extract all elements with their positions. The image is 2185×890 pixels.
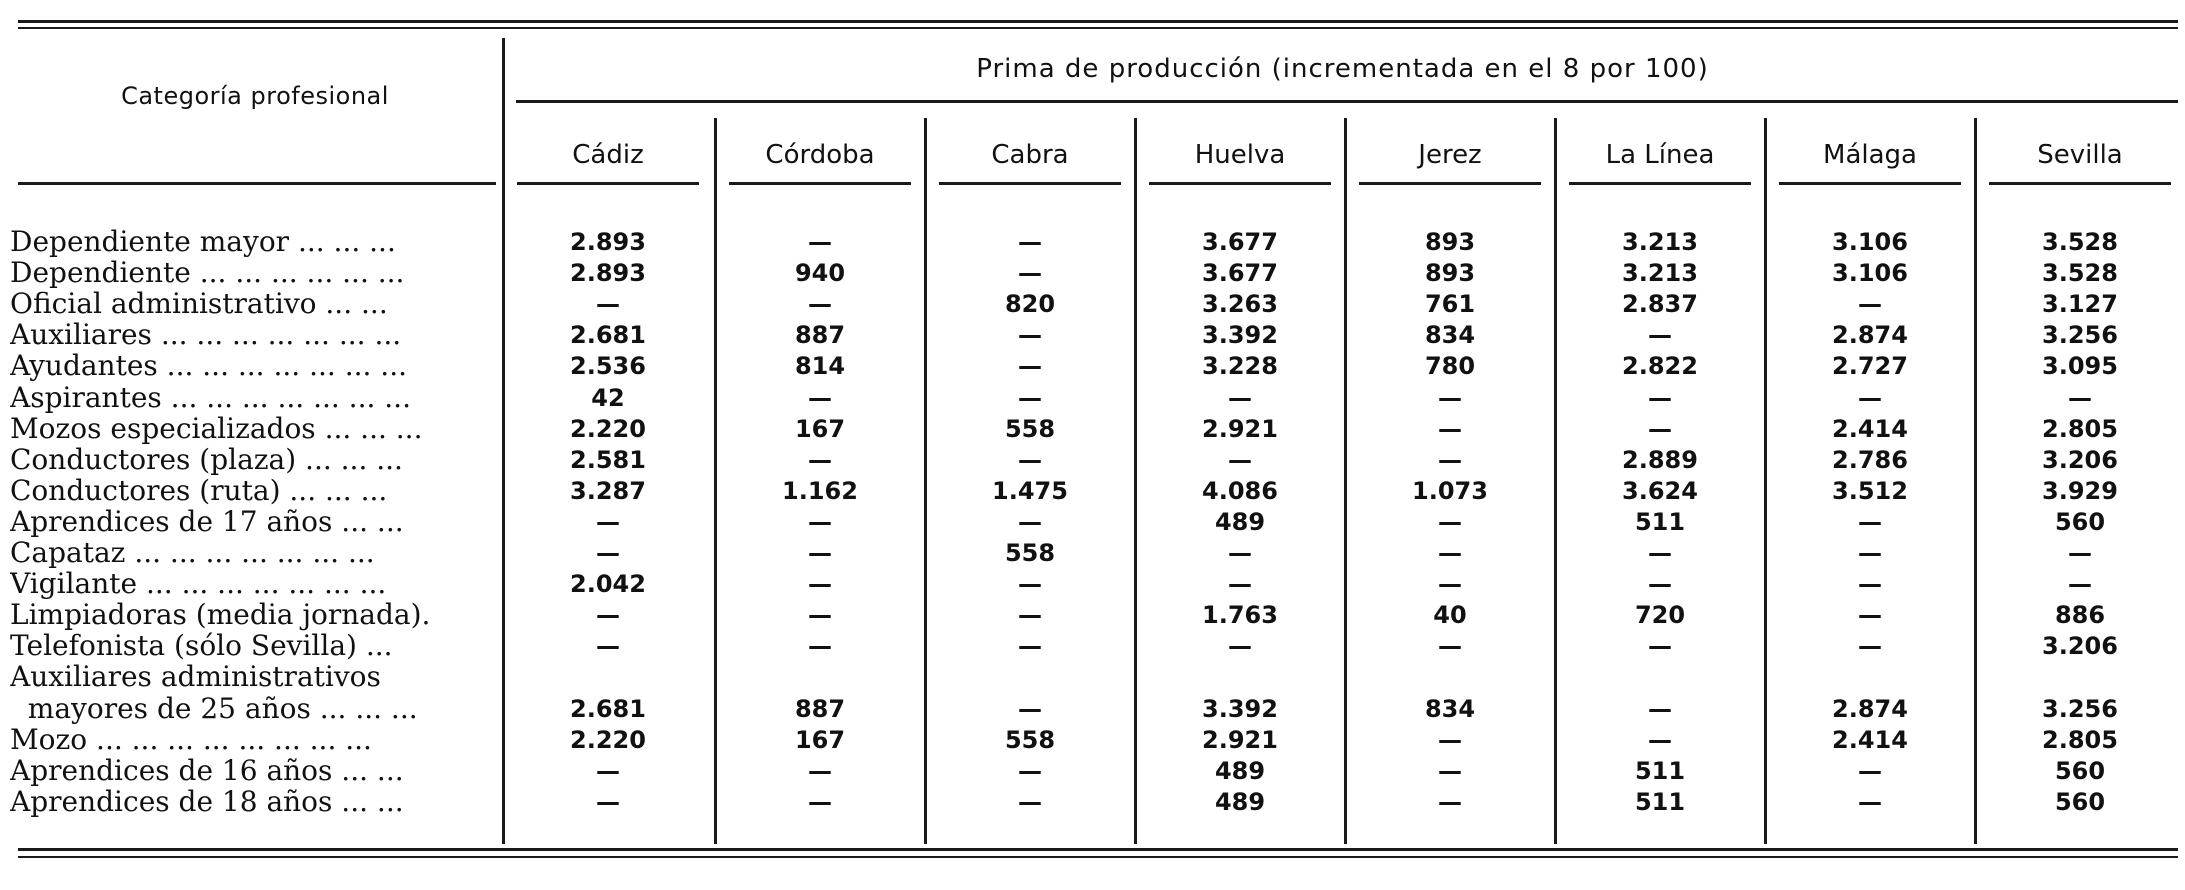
table-cell: 40 bbox=[1433, 601, 1467, 629]
row-label: Mozo ... ... ... ... ... ... ... ... bbox=[10, 724, 372, 756]
table-cell: 3.624 bbox=[1622, 477, 1698, 505]
table-cell: — bbox=[596, 788, 620, 816]
table-cell: 2.681 bbox=[570, 695, 646, 723]
table-cell: 834 bbox=[1424, 695, 1476, 723]
row-label: Aspirantes ... ... ... ... ... ... ... bbox=[10, 382, 411, 414]
row-label: Dependiente ... ... ... ... ... ... bbox=[10, 257, 405, 289]
table-cell: 3.392 bbox=[1202, 321, 1278, 349]
table-cell: — bbox=[1858, 601, 1882, 629]
table-cell: 3.213 bbox=[1622, 228, 1698, 256]
table-cell: — bbox=[808, 446, 832, 474]
table-cell: — bbox=[596, 601, 620, 629]
table-cell: 3.206 bbox=[2042, 446, 2118, 474]
table-cell: — bbox=[2068, 539, 2092, 567]
row-label: Aprendices de 18 años ... ... bbox=[10, 786, 404, 818]
table-cell: 2.874 bbox=[1832, 321, 1908, 349]
city-header: Huelva bbox=[1194, 140, 1286, 170]
table-cell: 2.681 bbox=[570, 321, 646, 349]
table-cell: 3.106 bbox=[1832, 228, 1908, 256]
table-cell: — bbox=[1018, 352, 1042, 380]
city-header: La Línea bbox=[1605, 140, 1715, 170]
table-cell: 893 bbox=[1424, 228, 1476, 256]
table-cell bbox=[1767, 661, 1973, 693]
table-cell: — bbox=[1438, 757, 1462, 785]
table-cell: — bbox=[2068, 570, 2092, 598]
prima-header: Prima de producción (incrementada en el 8 por 100) bbox=[976, 54, 1709, 84]
table-cell: 558 bbox=[1004, 726, 1056, 754]
table-cell: 3.206 bbox=[2042, 632, 2118, 660]
table-cell: 1.073 bbox=[1412, 477, 1488, 505]
table-cell: — bbox=[1438, 384, 1462, 412]
top-rule-2 bbox=[18, 27, 2178, 29]
table-cell: 893 bbox=[1424, 259, 1476, 287]
table-cell: 2.874 bbox=[1832, 695, 1908, 723]
row-label: Aprendices de 16 años ... ... bbox=[10, 755, 404, 787]
table-cell: 3.256 bbox=[2042, 321, 2118, 349]
table-cell: — bbox=[1648, 570, 1672, 598]
city-header-rule bbox=[1359, 182, 1541, 185]
table-cell: — bbox=[808, 508, 832, 536]
table-cell: — bbox=[808, 290, 832, 318]
city-header-rule bbox=[729, 182, 911, 185]
table-cell: — bbox=[808, 570, 832, 598]
table-cell: 720 bbox=[1634, 601, 1686, 629]
table-cell: 3.512 bbox=[1832, 477, 1908, 505]
table-cell: — bbox=[808, 228, 832, 256]
city-header: Cabra bbox=[991, 140, 1069, 170]
city-header: Cádiz bbox=[572, 140, 644, 170]
table-cell: — bbox=[808, 632, 832, 660]
table-cell: 940 bbox=[794, 259, 846, 287]
table-cell: 886 bbox=[2054, 601, 2106, 629]
table-cell: — bbox=[1018, 695, 1042, 723]
table-cell bbox=[1137, 661, 1343, 693]
table-cell: 3.677 bbox=[1202, 228, 1278, 256]
table-cell: — bbox=[1018, 757, 1042, 785]
table-cell: 2.921 bbox=[1202, 415, 1278, 443]
table-cell: 814 bbox=[794, 352, 846, 380]
table-cell: — bbox=[808, 601, 832, 629]
bottom-rule-2 bbox=[18, 856, 2178, 858]
table-cell: — bbox=[808, 539, 832, 567]
city-header-rule bbox=[1989, 182, 2171, 185]
table-cell: 2.893 bbox=[570, 259, 646, 287]
table-cell: 3.263 bbox=[1202, 290, 1278, 318]
table-cell: 4.086 bbox=[1202, 477, 1278, 505]
row-label: Telefonista (sólo Sevilla) ... bbox=[10, 630, 393, 662]
city-header-rule bbox=[1149, 182, 1331, 185]
table-cell: 1.162 bbox=[782, 477, 858, 505]
table-cell: 761 bbox=[1424, 290, 1476, 318]
city-header-rule bbox=[517, 182, 699, 185]
row-label: Conductores (plaza) ... ... ... bbox=[10, 444, 403, 476]
table-cell: 3.528 bbox=[2042, 259, 2118, 287]
table-cell: — bbox=[596, 508, 620, 536]
table-cell: 887 bbox=[794, 321, 846, 349]
table-cell: 2.893 bbox=[570, 228, 646, 256]
table-cell: — bbox=[1648, 695, 1672, 723]
table-cell: 2.805 bbox=[2042, 726, 2118, 754]
table-cell: 3.677 bbox=[1202, 259, 1278, 287]
table-cell: — bbox=[1648, 384, 1672, 412]
prima-header-rule bbox=[516, 100, 2178, 103]
table-cell: — bbox=[1648, 726, 1672, 754]
table-cell: — bbox=[596, 539, 620, 567]
row-label: Aprendices de 17 años ... ... bbox=[10, 506, 404, 538]
table-cell: 511 bbox=[1634, 757, 1686, 785]
table-cell bbox=[1347, 661, 1553, 693]
table-cell: 2.786 bbox=[1832, 446, 1908, 474]
table-cell: 2.727 bbox=[1832, 352, 1908, 380]
row-label: Dependiente mayor ... ... ... bbox=[10, 226, 396, 258]
table-cell: 167 bbox=[794, 415, 846, 443]
table-cell: 3.528 bbox=[2042, 228, 2118, 256]
table-cell: — bbox=[1018, 601, 1042, 629]
table-cell: — bbox=[1018, 446, 1042, 474]
table-cell: 2.414 bbox=[1832, 415, 1908, 443]
row-label: Limpiadoras (media jornada). bbox=[10, 599, 431, 631]
table-cell: 3.256 bbox=[2042, 695, 2118, 723]
table-cell: 3.106 bbox=[1832, 259, 1908, 287]
table-cell: — bbox=[1648, 539, 1672, 567]
table-cell: — bbox=[1438, 539, 1462, 567]
table-cell: 2.889 bbox=[1622, 446, 1698, 474]
table-cell: 560 bbox=[2054, 757, 2106, 785]
table-cell: — bbox=[1858, 757, 1882, 785]
table-cell: 560 bbox=[2054, 788, 2106, 816]
table-cell: 3.392 bbox=[1202, 695, 1278, 723]
row-label: Auxiliares ... ... ... ... ... ... ... bbox=[10, 319, 402, 351]
table-cell: — bbox=[1438, 632, 1462, 660]
table-cell: 558 bbox=[1004, 415, 1056, 443]
table-cell: 2.220 bbox=[570, 726, 646, 754]
table-cell bbox=[1977, 661, 2183, 693]
table-cell: — bbox=[2068, 384, 2092, 412]
table-cell: — bbox=[1858, 290, 1882, 318]
table-cell: 511 bbox=[1634, 788, 1686, 816]
table-cell: 834 bbox=[1424, 321, 1476, 349]
table-cell: — bbox=[1438, 446, 1462, 474]
row-label: Vigilante ... ... ... ... ... ... ... bbox=[10, 568, 387, 600]
table-cell: 3.095 bbox=[2042, 352, 2118, 380]
table-cell: 2.220 bbox=[570, 415, 646, 443]
table-cell: — bbox=[1438, 788, 1462, 816]
table-cell: — bbox=[1438, 726, 1462, 754]
table-cell: — bbox=[808, 757, 832, 785]
table-cell: 1.475 bbox=[992, 477, 1068, 505]
table-cell: 3.127 bbox=[2042, 290, 2118, 318]
row-label: Capataz ... ... ... ... ... ... ... bbox=[10, 537, 375, 569]
table-cell: 560 bbox=[2054, 508, 2106, 536]
table-cell: 2.837 bbox=[1622, 290, 1698, 318]
table-cell: 558 bbox=[1004, 539, 1056, 567]
row-label: mayores de 25 años ... ... ... bbox=[10, 693, 418, 725]
table-cell: 2.921 bbox=[1202, 726, 1278, 754]
city-header-rule bbox=[939, 182, 1121, 185]
table-cell bbox=[717, 661, 923, 693]
table-cell: — bbox=[1858, 384, 1882, 412]
table-cell: 820 bbox=[1004, 290, 1056, 318]
row-label: Mozos especializados ... ... ... bbox=[10, 413, 423, 445]
table-cell: 3.929 bbox=[2042, 477, 2118, 505]
table-cell: 3.287 bbox=[570, 477, 646, 505]
table-cell bbox=[927, 661, 1133, 693]
row-label: Auxiliares administrativos bbox=[10, 661, 381, 693]
bottom-rule-1 bbox=[18, 848, 2178, 851]
table-cell: 489 bbox=[1214, 757, 1266, 785]
table-cell: — bbox=[1648, 415, 1672, 443]
table-cell: — bbox=[1228, 446, 1252, 474]
table-cell: — bbox=[1648, 632, 1672, 660]
table-cell: — bbox=[1018, 259, 1042, 287]
table-cell: 167 bbox=[794, 726, 846, 754]
table-cell: — bbox=[1858, 788, 1882, 816]
table-cell: — bbox=[1018, 228, 1042, 256]
city-header: Málaga bbox=[1823, 140, 1917, 170]
table-cell bbox=[1557, 661, 1763, 693]
row-label: Ayudantes ... ... ... ... ... ... ... bbox=[10, 350, 407, 382]
table-cell: — bbox=[1228, 632, 1252, 660]
city-header: Córdoba bbox=[765, 140, 875, 170]
category-header-rule bbox=[18, 182, 496, 185]
table-cell: — bbox=[1018, 632, 1042, 660]
table-cell: — bbox=[1438, 570, 1462, 598]
table-cell: — bbox=[1228, 384, 1252, 412]
row-label: Conductores (ruta) ... ... ... bbox=[10, 475, 388, 507]
table-cell: — bbox=[1858, 539, 1882, 567]
table-cell: — bbox=[1858, 508, 1882, 536]
table-cell: — bbox=[1228, 539, 1252, 567]
table-cell: 2.042 bbox=[570, 570, 646, 598]
table-cell: — bbox=[1858, 632, 1882, 660]
table-cell: 489 bbox=[1214, 788, 1266, 816]
city-header-rule bbox=[1779, 182, 1961, 185]
table-cell: 489 bbox=[1214, 508, 1266, 536]
table-cell: 2.805 bbox=[2042, 415, 2118, 443]
city-header: Sevilla bbox=[2037, 140, 2123, 170]
table-cell: 3.213 bbox=[1622, 259, 1698, 287]
city-header-rule bbox=[1569, 182, 1751, 185]
table-cell: — bbox=[596, 290, 620, 318]
table-cell: 2.536 bbox=[570, 352, 646, 380]
table-cell: — bbox=[808, 384, 832, 412]
table-cell: 42 bbox=[591, 384, 625, 412]
table-cell: 1.763 bbox=[1202, 601, 1278, 629]
table-cell: — bbox=[596, 757, 620, 785]
table-cell: 780 bbox=[1424, 352, 1476, 380]
table-cell: — bbox=[1438, 508, 1462, 536]
category-header: Categoría profesional bbox=[121, 82, 389, 110]
table-cell: — bbox=[1018, 321, 1042, 349]
top-rule-1 bbox=[18, 20, 2178, 23]
table-cell: 2.414 bbox=[1832, 726, 1908, 754]
table-cell: 3.228 bbox=[1202, 352, 1278, 380]
table-cell: — bbox=[808, 788, 832, 816]
city-header: Jerez bbox=[1418, 140, 1482, 170]
table-cell bbox=[505, 661, 711, 693]
table-cell: — bbox=[596, 632, 620, 660]
table-cell: — bbox=[1018, 384, 1042, 412]
table-cell: — bbox=[1648, 321, 1672, 349]
table-cell: — bbox=[1018, 508, 1042, 536]
table-cell: 887 bbox=[794, 695, 846, 723]
table-cell: — bbox=[1858, 570, 1882, 598]
table-cell: 2.581 bbox=[570, 446, 646, 474]
table-cell: 511 bbox=[1634, 508, 1686, 536]
table-cell: — bbox=[1438, 415, 1462, 443]
table-cell: 2.822 bbox=[1622, 352, 1698, 380]
table-cell: — bbox=[1228, 570, 1252, 598]
table-cell: — bbox=[1018, 788, 1042, 816]
row-label: Oficial administrativo ... ... bbox=[10, 288, 388, 320]
table-cell: — bbox=[1018, 570, 1042, 598]
